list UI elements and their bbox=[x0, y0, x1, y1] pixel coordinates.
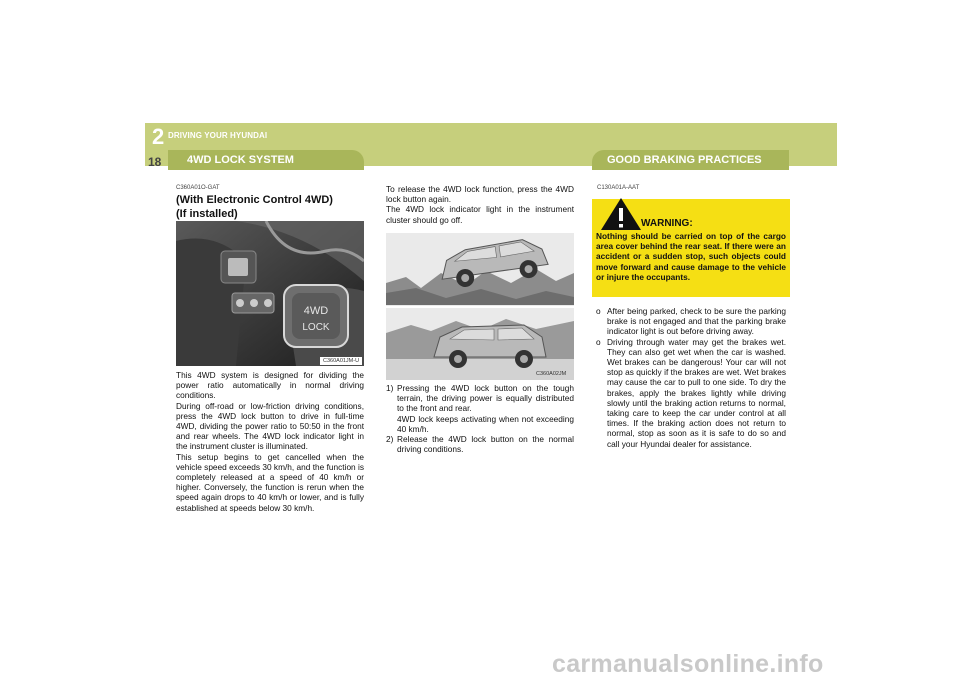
exclamation-icon bbox=[599, 196, 643, 232]
dashboard-figure bbox=[176, 221, 364, 366]
list-item bbox=[386, 434, 574, 454]
left-body-text bbox=[176, 370, 364, 513]
paragraph: The 4WD lock indicator light in the instrument cluster should go off. bbox=[386, 204, 574, 225]
figure-caption: C360A02JM bbox=[536, 371, 567, 377]
middle-intro-text bbox=[386, 184, 574, 225]
middle-list bbox=[386, 383, 574, 454]
heading-line: (If installed) bbox=[176, 208, 238, 220]
warning-text: Nothing should be carried on top of the cargo area cover behind the rear seat. If there were an accident or a sudden stop, such objects could move forward and cause damage to the vehicle or injure the occupants. bbox=[596, 231, 786, 282]
4wd-label: 4WD bbox=[303, 305, 329, 317]
section-code: C360A01O-GAT bbox=[176, 185, 220, 191]
paragraph: To release the 4WD lock function, press the 4WD lock button again. bbox=[386, 184, 574, 205]
terrain-figure bbox=[386, 233, 574, 380]
paragraph: During off-road or low-friction driving conditions, press the 4WD lock button to drive in full-time 4WD, dividing the power ratio to 50:50 in the front and rear wheels. The 4WD lock indicator light in the instrument cluster is illuminated. bbox=[176, 400, 364, 452]
section-code: C130A01A-AAT bbox=[597, 185, 640, 191]
dashboard-illustration bbox=[176, 221, 364, 366]
list-marker: 1) bbox=[386, 383, 394, 393]
paragraph: This setup begins to get cancelled when the vehicle speed exceeds 30 km/h, and the function is completely released at a speed of 40 km/h or higher. Conversely, the function is rerun when the speed again drops to 40 km/h or lower, and is fully established at speeds below 30 km/h. bbox=[176, 451, 364, 513]
list-marker: o bbox=[596, 336, 601, 347]
warning-title: WARNING: bbox=[641, 218, 693, 229]
list-item bbox=[386, 383, 574, 434]
list-item-text: Pressing the 4WD lock button on the tough terrain, the driving power is equally distributed to the front and rear. bbox=[397, 383, 574, 414]
paragraph: This 4WD system is designed for dividing the power ratio automatically in normal driving conditions. bbox=[176, 370, 364, 401]
suv-illustration bbox=[386, 233, 574, 380]
list-marker: o bbox=[596, 306, 601, 316]
right-list bbox=[596, 306, 786, 449]
list-marker: 2) bbox=[386, 434, 394, 445]
list-item-text: Driving through water may get the brakes wet. They can also get wet when the car is washed. Wet brakes can be dangerous! Your car will not stop as quickly if the brakes are wet. Wet brakes may cause the car to pull to one side. To dry the brakes, apply the brakes lightly while driving slowly until the braking action returns to normal, taking care to keep the car under control at all times. If the braking action does not return to normal, stop as soon as it is safe to do so and call your Hyundai dealer for assistance. bbox=[607, 336, 786, 449]
list-item bbox=[596, 337, 786, 449]
section-title-4wd-lock: 4WD LOCK SYSTEM bbox=[187, 154, 294, 166]
chapter-title: DRIVING YOUR HYUNDAI bbox=[168, 131, 268, 140]
lock-label: LOCK bbox=[302, 322, 330, 333]
section-heading bbox=[176, 193, 366, 221]
section-title-braking: GOOD BRAKING PRACTICES bbox=[607, 154, 762, 166]
chapter-number: 2 bbox=[152, 124, 165, 149]
heading-line: (With Electronic Control 4WD) bbox=[176, 194, 333, 206]
list-item-text: Release the 4WD lock button on the normal driving conditions. bbox=[397, 434, 574, 455]
list-item bbox=[596, 306, 786, 337]
list-item-subtext: 4WD lock keeps activating when not exceeding 40 km/h. bbox=[397, 413, 574, 434]
figure-caption: C360A01JM-U bbox=[320, 357, 362, 365]
list-item-text: After being parked, check to be sure the parking brake is not engaged and that the parking brake indicator light is out before driving away. bbox=[607, 306, 786, 337]
watermark: carmanualsonline.info bbox=[552, 650, 824, 678]
page-number: 18 bbox=[148, 155, 162, 169]
